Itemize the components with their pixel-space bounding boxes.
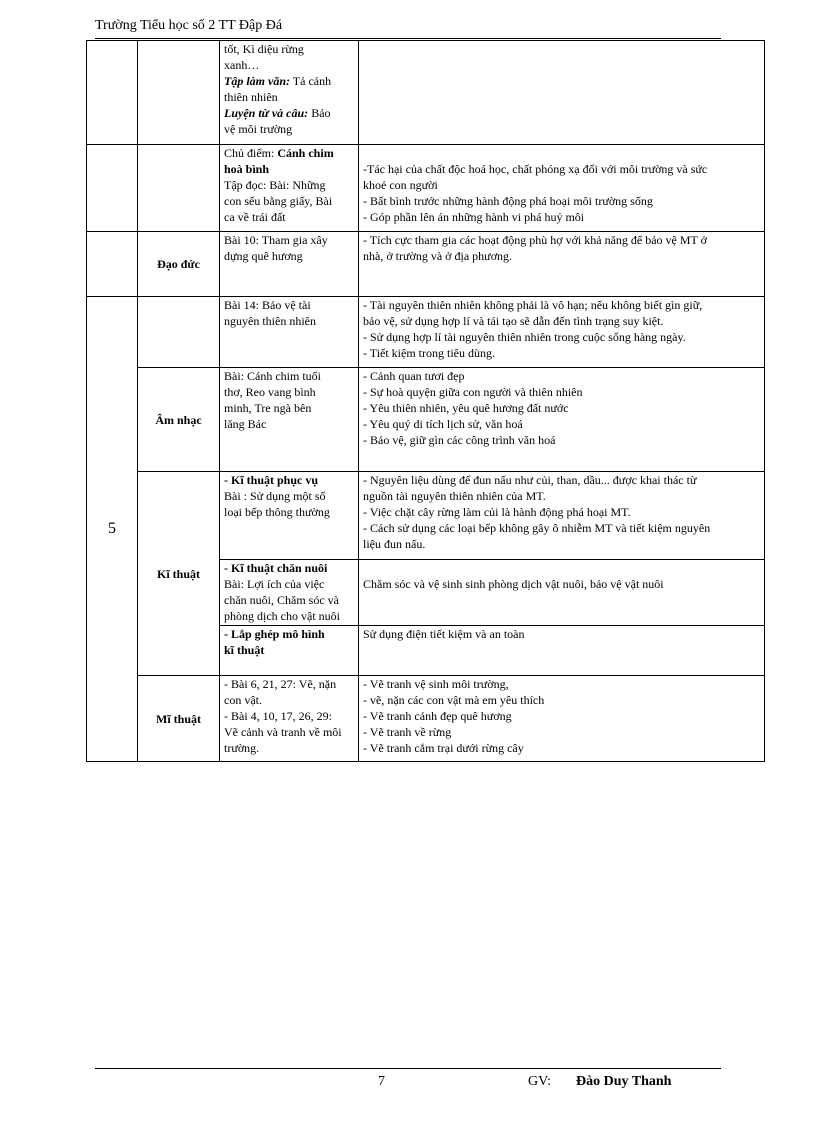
lesson-line: chăn nuôi, Chăm sóc và: [224, 593, 339, 607]
grade-cell-5: 5: [87, 297, 138, 762]
subject-cell-blank: [138, 145, 220, 232]
table-row: [87, 145, 765, 232]
content-line: - Bảo vệ, giữ gìn các công trình văn hoá: [363, 433, 556, 447]
teacher-name: Đào Duy Thanh: [576, 1074, 672, 1089]
table-row: [87, 232, 765, 297]
lesson-cell: [220, 676, 359, 762]
subject-ki-thuat: Kĩ thuật: [138, 472, 220, 676]
content-cell-blank: [359, 41, 765, 145]
page-number: 7: [378, 1074, 385, 1089]
content-line: - Vẽ tranh về rừng: [363, 725, 452, 739]
content-line: liệu đun nấu.: [363, 537, 426, 551]
lesson-line: thiên nhiên: [224, 90, 278, 104]
lesson-line: dựng quê hương: [224, 249, 303, 263]
lesson-cell: [220, 297, 359, 368]
lesson-line: - Bài 4, 10, 17, 26, 29:: [224, 709, 332, 723]
lesson-cell: [220, 145, 359, 232]
lesson-line: ca về trái đất: [224, 210, 286, 224]
table-row: [87, 472, 765, 560]
content-cell: [359, 232, 765, 297]
subject-mi-thuat: Mĩ thuật: [138, 676, 220, 762]
grade-cell-blank: [87, 41, 138, 145]
lesson-line: Bài: Cánh chim tuổi: [224, 369, 321, 383]
content-line: - Vẽ tranh cảnh đẹp quê hương: [363, 709, 512, 723]
lesson-line: xanh…: [224, 58, 260, 72]
content-line: - Yêu quý di tích lịch sử, văn hoá: [363, 417, 523, 431]
lesson-cell: [220, 232, 359, 297]
table-row: [87, 41, 765, 145]
content-cell: [359, 297, 765, 368]
lesson-line: - Bài 6, 21, 27: Vẽ, nặn: [224, 677, 337, 691]
subject-cell-blank: [138, 41, 220, 145]
content-line: - Tích cực tham gia các hoạt động phù hợ với khả năng để bảo vệ MT ở: [363, 233, 708, 247]
lesson-line: con sếu bằng giấy, Bài: [224, 194, 333, 208]
content-line: - Sử dụng hợp lí tài nguyên thiên nhiên trong cuộc sống hàng ngày.: [363, 330, 686, 344]
lesson-cell: [220, 560, 359, 626]
lesson-line: Bài 10: Tham gia xây: [224, 233, 328, 247]
teacher-label: GV:: [528, 1074, 552, 1089]
lesson-cell: [220, 626, 359, 676]
content-line: - Bất bình trước những hành động phá hoại môi trường sống: [363, 194, 653, 208]
content-line: - Tài nguyên thiên nhiên không phải là vô hạn; nếu không biết gìn giữ,: [363, 298, 703, 312]
lesson-line: loại bếp thông thường: [224, 505, 330, 519]
content-cell: [359, 560, 765, 626]
lesson-line: trường.: [224, 741, 260, 755]
table-row: [87, 297, 765, 368]
lesson-cell: [220, 41, 359, 145]
content-line: bảo vệ, sử dụng hợp lí và tái tạo sẽ dẫn đến tình trạng suy kiệt.: [363, 314, 664, 328]
content-cell: [359, 626, 765, 676]
content-cell: [359, 676, 765, 762]
lesson-line: lăng Bác: [224, 417, 267, 431]
content-line: Chăm sóc và vệ sinh sinh phòng dịch vật nuôi, bảo vệ vật nuôi: [363, 577, 664, 591]
lesson-line: Vẽ cảnh và tranh về môi: [224, 725, 342, 739]
content-cell: [359, 145, 765, 232]
content-line: - Nguyên liệu dùng để đun nấu như củi, than, dầu... được khai thác từ: [363, 473, 697, 487]
content-line: - Tiết kiệm trong tiêu dùng.: [363, 346, 495, 360]
lesson-title: - Kĩ thuật chăn nuôi: [224, 561, 328, 575]
content-line: - Sự hoà quyện giữa con người và thiên nhiên: [363, 385, 583, 399]
lesson-title: - Lắp ghép mô hình: [224, 627, 325, 641]
content-line: - Yêu thiên nhiên, yêu quê hương đất nước: [363, 401, 569, 415]
grade-cell-blank: [87, 145, 138, 232]
lesson-line: Chủ điểm: Cánh chim: [224, 146, 334, 160]
lesson-line: Bài : Sử dụng một số: [224, 489, 326, 503]
content-cell: [359, 472, 765, 560]
lesson-line: thơ, Reo vang bình: [224, 385, 316, 399]
lesson-line: tốt, Kì diệu rừng: [224, 42, 304, 56]
content-line: nguồn tài nguyên thiên nhiên của MT.: [363, 489, 546, 503]
content-line: khoẻ con người: [363, 178, 438, 192]
content-line: - Vẽ tranh vệ sinh môi trường,: [363, 677, 509, 691]
content-line: -Tác hại của chất độc hoá học, chất phóng xạ đối với môi trường và sức: [363, 162, 708, 176]
lesson-line: Tập làm văn: Tả cảnh: [224, 74, 332, 88]
lesson-title: kĩ thuật: [224, 643, 265, 657]
content-line: - Cảnh quan tươi đẹp: [363, 369, 465, 383]
lesson-cell: [220, 472, 359, 560]
lesson-line: Luyện từ và câu: Bảo: [224, 106, 331, 120]
lesson-line: con vật.: [224, 693, 262, 707]
content-line: - Góp phần lên án những hành vi phá huỷ môi: [363, 210, 585, 224]
subject-cell-blank: [138, 297, 220, 368]
header-school: Trường Tiểu học số 2 TT Đập Đá: [95, 18, 283, 33]
content-line: - Vẽ tranh cắm trại dưới rừng cây: [363, 741, 524, 755]
header-divider: [95, 38, 721, 39]
content-table: [86, 40, 765, 762]
footer-divider: [95, 1068, 721, 1069]
lesson-line: Tập đọc: Bài: Những: [224, 178, 326, 192]
lesson-cell: [220, 368, 359, 472]
content-line: - Cách sử dụng các loại bếp không gây ô nhiễm MT và tiết kiệm nguyên: [363, 521, 711, 535]
table-row: [87, 676, 765, 762]
table-row: [87, 368, 765, 472]
subject-dao-duc: Đạo đức: [138, 232, 220, 297]
content-line: - vẽ, nặn các con vật mà em yêu thích: [363, 693, 545, 707]
content-line: Sử dụng điện tiết kiệm và an toàn: [363, 627, 525, 641]
lesson-line: phòng dịch cho vật nuôi: [224, 609, 340, 623]
lesson-line: minh, Tre ngà bên: [224, 401, 312, 415]
lesson-line: Bài 14: Bảo vệ tài: [224, 298, 311, 312]
lesson-line: vệ môi trường: [224, 122, 293, 136]
grade-cell-blank: [87, 232, 138, 297]
lesson-line: nguyên thiên nhiên: [224, 314, 316, 328]
lesson-line: Bài: Lợi ích của việc: [224, 577, 325, 591]
content-line: - Việc chặt cây rừng làm củi là hành động phá hoại MT.: [363, 505, 631, 519]
content-line: nhà, ở trường và ở địa phương.: [363, 249, 513, 263]
content-cell: [359, 368, 765, 472]
lesson-title: - Kĩ thuật phục vụ: [224, 473, 319, 487]
subject-am-nhac: Âm nhạc: [138, 368, 220, 472]
lesson-line: hoà bình: [224, 162, 270, 176]
